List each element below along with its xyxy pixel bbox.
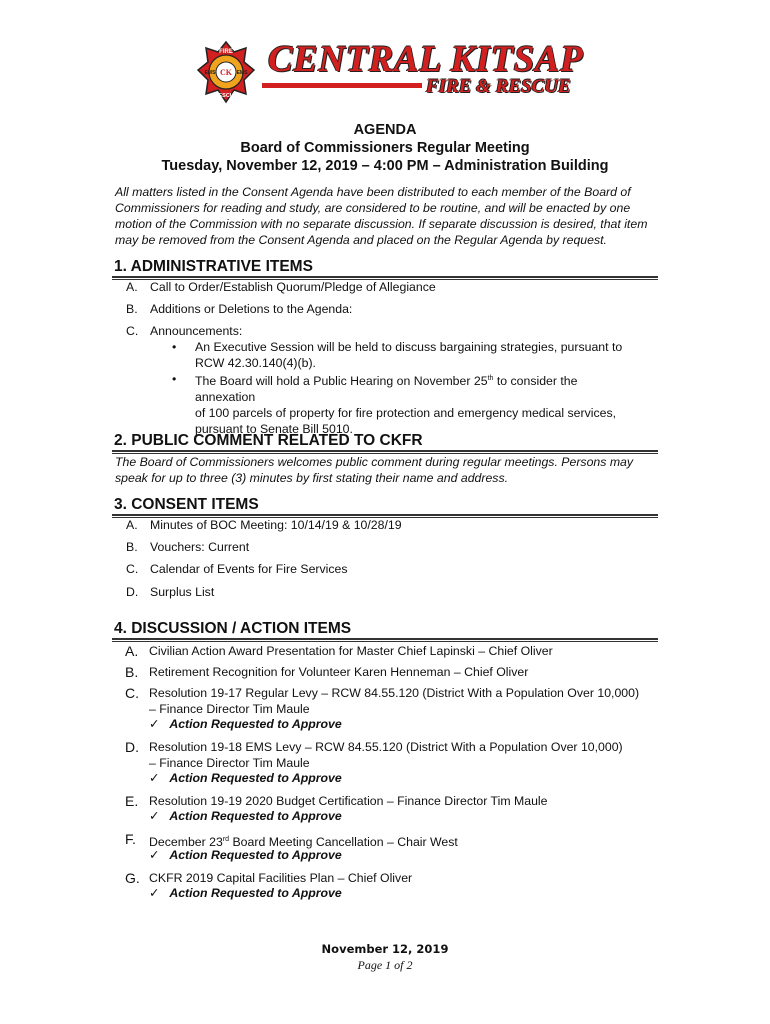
action-label: Action Requested to Approve bbox=[169, 717, 342, 731]
item-letter: F. bbox=[125, 831, 136, 847]
meeting-name: Board of Commissioners Regular Meeting bbox=[240, 140, 530, 156]
brand-subtitle: FIRE & RESCUE bbox=[426, 76, 571, 97]
page-number: Page 1 of 2 bbox=[357, 958, 413, 972]
footer-date: November 12, 2019 bbox=[321, 942, 449, 956]
bullet-text-line: RCW 42.30.140(4)(b). bbox=[195, 356, 316, 370]
organization-logo bbox=[196, 40, 586, 104]
item-letter: C. bbox=[126, 324, 139, 338]
section-title-discussion: 4. DISCUSSION / ACTION ITEMS bbox=[114, 620, 352, 637]
agenda-heading: AGENDA bbox=[353, 122, 417, 138]
seal-text-top: FIRE bbox=[219, 49, 233, 55]
item-letter: B. bbox=[125, 664, 139, 680]
item-text: Vouchers: Current bbox=[150, 540, 250, 554]
bullet-text-part: The Board will hold a Public Hearing on November 25 bbox=[195, 374, 488, 389]
seal-text-left: EMS bbox=[204, 70, 216, 76]
checkmark-icon: ✓ bbox=[149, 717, 160, 731]
item-letter: E. bbox=[125, 793, 139, 809]
item-text-continuation: – Finance Director Tim Maule bbox=[149, 702, 310, 716]
item-text: Resolution 19-17 Regular Levy – RCW 84.55.120 (District With a Population Over 10,000) bbox=[149, 686, 640, 700]
item-letter: B. bbox=[126, 540, 138, 554]
ordinal-suffix: rd bbox=[222, 836, 230, 843]
seal-text-right: EMS bbox=[236, 70, 248, 76]
action-label: Action Requested to Approve bbox=[169, 809, 342, 823]
bullet-text-part: to consider the annexation bbox=[195, 374, 578, 405]
item-text: Minutes of BOC Meeting: 10/14/19 & 10/28/19 bbox=[150, 518, 402, 532]
item-letter: C. bbox=[126, 562, 139, 576]
section-title-consent: 3. CONSENT ITEMS bbox=[114, 496, 259, 513]
item-letter: A. bbox=[125, 643, 139, 659]
brand-underline bbox=[262, 83, 422, 88]
bullet-text-line bbox=[195, 371, 635, 405]
section-title-public-comment: 2. PUBLIC COMMENT RELATED TO CKFR bbox=[114, 432, 423, 449]
public-comment-text: The Board of Commissioners welcomes public comment during regular meetings. Persons may speak for up to three (3) minutes by first stating their name and address. bbox=[115, 455, 634, 485]
bullet-text-line: of 100 parcels of property for fire protection and emergency medical services, bbox=[195, 406, 617, 421]
bullet-text-line: pursuant to Senate Bill 5010. bbox=[195, 422, 353, 437]
item-text: Surplus List bbox=[150, 585, 215, 599]
item-text-part: December 23 bbox=[149, 835, 223, 850]
item-text-continuation: – Finance Director Tim Maule bbox=[149, 756, 310, 770]
action-requested bbox=[149, 886, 342, 900]
item-text: Calendar of Events for Fire Services bbox=[150, 562, 348, 576]
action-requested bbox=[149, 848, 342, 862]
action-requested bbox=[149, 771, 342, 785]
item-letter: A. bbox=[126, 280, 138, 294]
action-requested bbox=[149, 717, 342, 731]
item-letter: A. bbox=[126, 518, 138, 532]
seal-text-bottom: RESCUE bbox=[214, 93, 238, 99]
meeting-date-location: Tuesday, November 12, 2019 – 4:00 PM – Administration Building bbox=[161, 158, 609, 174]
action-requested bbox=[149, 809, 342, 823]
checkmark-icon: ✓ bbox=[149, 848, 160, 862]
item-letter: G. bbox=[125, 870, 140, 886]
action-label: Action Requested to Approve bbox=[169, 848, 342, 862]
item-text-part: Board Meeting Cancellation – Chair West bbox=[229, 835, 458, 850]
item-letter: D. bbox=[125, 739, 139, 755]
item-letter: D. bbox=[126, 585, 139, 599]
item-letter: C. bbox=[125, 685, 139, 701]
item-text: Call to Order/Establish Quorum/Pledge of Allegiance bbox=[150, 280, 436, 294]
item-text: Resolution 19-18 EMS Levy – RCW 84.55.120 (District With a Population Over 10,000) bbox=[149, 740, 623, 754]
action-label: Action Requested to Approve bbox=[169, 771, 342, 785]
item-text: Resolution 19-19 2020 Budget Certification – Finance Director Tim Maule bbox=[149, 794, 548, 808]
ordinal-suffix: th bbox=[487, 375, 494, 382]
bullet-icon: • bbox=[172, 372, 177, 386]
item-letter: B. bbox=[126, 302, 138, 316]
action-label: Action Requested to Approve bbox=[169, 886, 342, 900]
maltese-cross-seal-icon bbox=[196, 40, 256, 104]
item-text: Civilian Action Award Presentation for Master Chief Lapinski – Chief Oliver bbox=[149, 644, 553, 658]
bullet-text-line: An Executive Session will be held to discuss bargaining strategies, pursuant to bbox=[195, 340, 623, 354]
item-text: CKFR 2019 Capital Facilities Plan – Chief Oliver bbox=[149, 871, 413, 885]
checkmark-icon: ✓ bbox=[149, 771, 160, 785]
checkmark-icon: ✓ bbox=[149, 809, 160, 823]
seal-text-center: CK bbox=[220, 68, 232, 77]
section-divider bbox=[112, 638, 658, 642]
item-text: Additions or Deletions to the Agenda: bbox=[150, 302, 353, 316]
brand-name: CENTRAL KITSAP bbox=[268, 39, 584, 80]
section-title-administrative: 1. ADMINISTRATIVE ITEMS bbox=[114, 258, 313, 275]
item-text: Retirement Recognition for Volunteer Karen Henneman – Chief Oliver bbox=[149, 665, 529, 679]
consent-agenda-intro: All matters listed in the Consent Agenda have been distributed to each member of the Board of Commissioners for reading and study, are considered to be routine, and will be enacted by one motion of the Commission with no separate discussion. If separate discussion is desired, that item may be removed from the Consent Agenda and placed on the Regular Agenda by request. bbox=[115, 185, 648, 247]
checkmark-icon: ✓ bbox=[149, 886, 160, 900]
bullet-icon: • bbox=[172, 340, 177, 354]
item-text: Announcements: bbox=[150, 324, 243, 338]
